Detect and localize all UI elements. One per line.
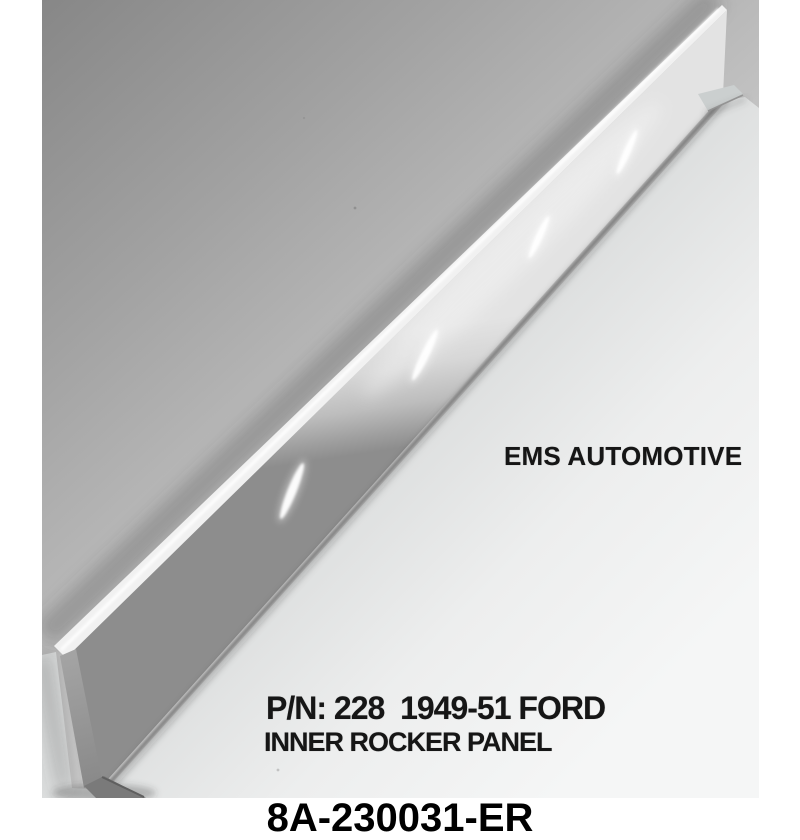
photo-caption: 8A-230031-ER xyxy=(266,796,534,840)
rocker-panel-illustration xyxy=(42,0,759,798)
part-name-label: INNER ROCKER PANEL xyxy=(264,727,552,757)
brand-label: EMS AUTOMOTIVE xyxy=(504,441,743,471)
part-number-label: P/N: 228 1949-51 FORD xyxy=(266,690,606,726)
product-photo xyxy=(42,0,759,798)
